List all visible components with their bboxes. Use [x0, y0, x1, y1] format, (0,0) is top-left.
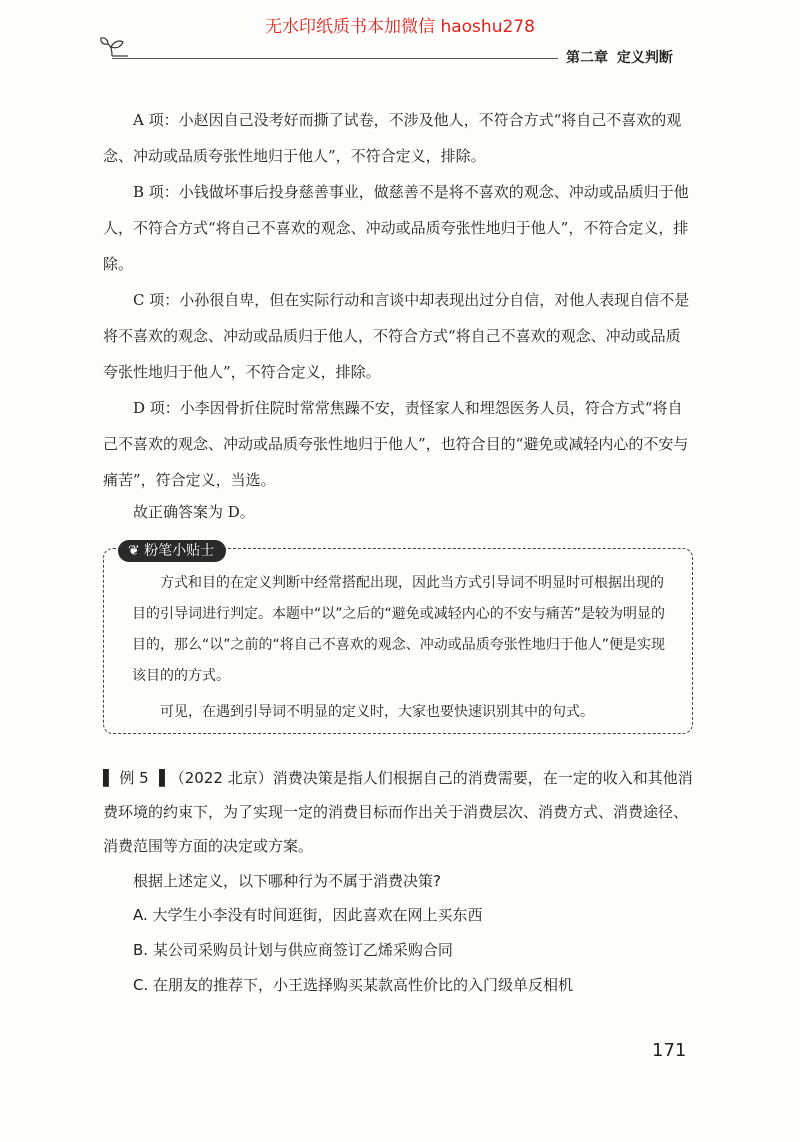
tip-label — [118, 540, 226, 562]
example-label-bar-left: ▌ — [103, 769, 115, 787]
tip-paragraph-1: 方式和目的在定义判断中经常搭配出现，因此当方式引导词不明显时可根据出现的目的引导词进行判定。本题中“以”之后的“避免或减轻内心的不安与痛苦”是较为明显的目的，那么“以”之前的“将自己不喜欢的观念、冲动或品质夸张性地归于他人”便是实现该目的的方式。 — [132, 575, 666, 684]
chapter-title: 第二章 定义判断 — [566, 50, 673, 66]
analysis-option-d: D 项：小李因骨折住院时常常焦躁不安，责怪家人和埋怨医务人员，符合方式“将自己不喜欢的观念、冲动或品质夸张性地归于他人”，也符合目的“避免或减轻内心的不安与痛苦”，符合定义，当选。 — [103, 399, 689, 489]
watermark-text: 无水印纸质书本加微信 haoshu278 — [265, 17, 535, 37]
example-body: （2022 北京）消费决策是指人们根据自己的消费需要，在一定的收入和其他消费环境的约束下，为了实现一定的消费目标而作出关于消费层次、消费方式、消费途径、消费范围等方面的决定或方案。 — [103, 769, 693, 855]
example-label: 例 5 — [119, 769, 149, 787]
analysis-option-a: A 项：小赵因自己没考好而撕了试卷，不涉及他人，不符合方式“将自己不喜欢的观念、冲动或品质夸张性地归于他人”，不符合定义，排除。 — [103, 111, 682, 165]
option-b: B. 某公司采购员计划与供应商签订乙烯采购合同 — [133, 941, 453, 959]
option-a: A. 大学生小李没有时间逛街，因此喜欢在网上买东西 — [133, 906, 483, 924]
header-rule — [112, 58, 558, 59]
tip-label-text: 粉笔小贴士 — [144, 543, 215, 559]
tip-leaf-icon: ❦ — [128, 543, 145, 559]
analysis-option-c: C 项：小孙很自卑，但在实际行动和言谈中却表现出过分自信，对他人表现自信不是将不喜欢的观念、冲动或品质归于他人，不符合方式“将自己不喜欢的观念、冲动或品质夸张性地归于他人”，不符合定义，排除。 — [103, 291, 690, 381]
example-label-bar-right: ▐ — [153, 769, 165, 787]
page-number: 171 — [652, 1040, 687, 1061]
example-question: 根据上述定义，以下哪种行为不属于消费决策? — [133, 872, 441, 890]
option-c: C. 在朋友的推荐下，小王选择购买某款高性价比的入门级单反相机 — [133, 976, 574, 994]
answer-line: 故正确答案为 D。 — [133, 503, 255, 521]
leaf-sprout-icon — [98, 36, 128, 58]
example-paragraph — [103, 761, 695, 863]
analysis-option-b: B 项：小钱做坏事后投身慈善事业，做慈善不是将不喜欢的观念、冲动或品质归于他人，不符合方式“将自己不喜欢的观念、冲动或品质夸张性地归于他人”，不符合定义，排除。 — [103, 183, 689, 273]
tip-paragraph-2: 可见，在遇到引导词不明显的定义时，大家也要快速识别其中的句式。 — [160, 704, 594, 720]
